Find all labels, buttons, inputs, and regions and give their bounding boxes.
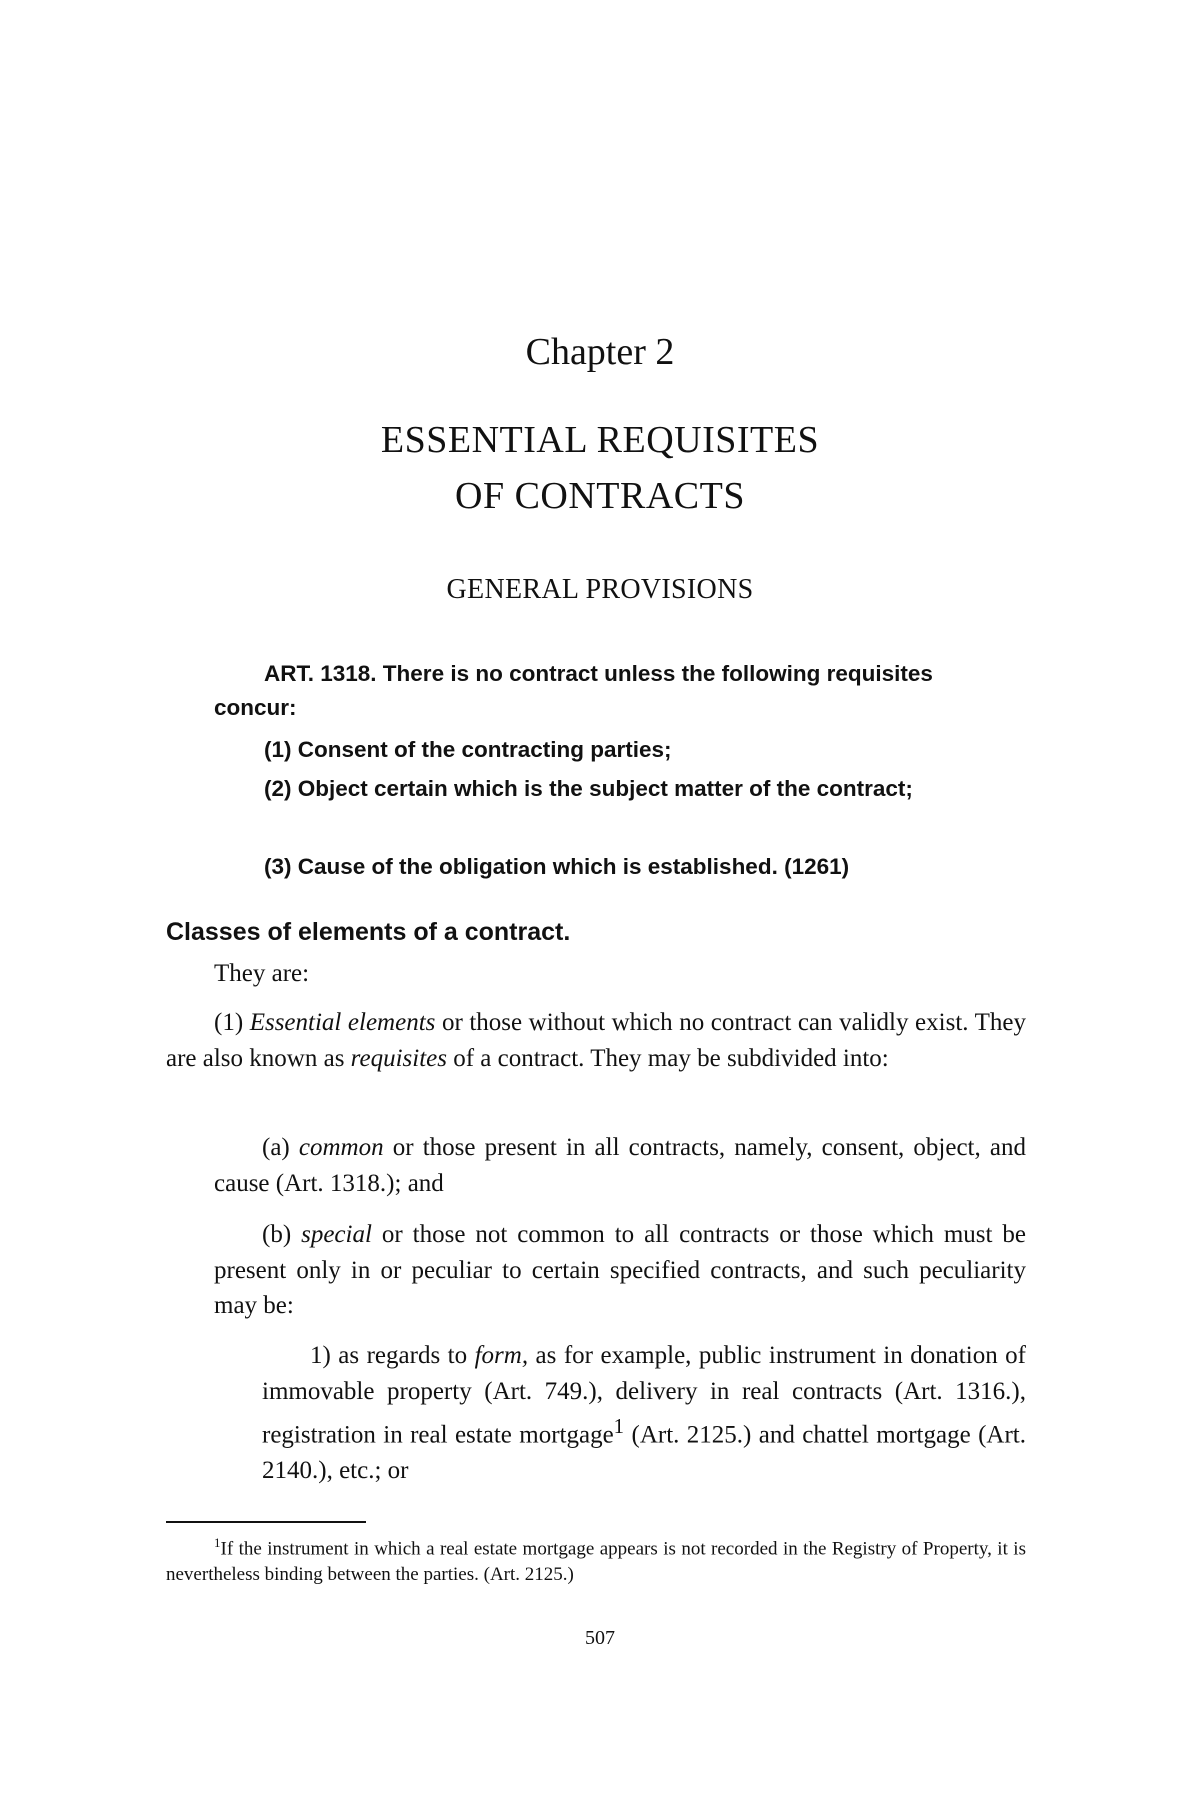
common-elements-paragraph [214,1130,1026,1201]
para-text: or those not common to all contracts or those which must be present only in or peculiar to certain specified contracts, and such peculiarity may be: [214,1221,1026,1319]
essential-elements-paragraph [166,1005,1026,1076]
they-are-text: They are: [214,960,310,987]
form-requirement-paragraph [262,1338,1026,1488]
term-form: form, [474,1342,529,1369]
requisite-item: (2) Object certain which is the subject matter of the contract; [264,776,913,801]
footnote-marker: 1 [214,1535,221,1550]
page-number: 507 [585,1627,615,1649]
classes-heading: Classes of elements of a contract. [166,918,571,946]
term-common: common [298,1134,384,1161]
para-text: as for example, public instrument in donation of immovable property (Art. 749.), delivery in real contracts (Art. 1316.), registration in real estate mortgage [262,1342,1026,1449]
footnote-divider [166,1521,366,1523]
special-elements-paragraph [214,1217,1026,1324]
section-subheading: GENERAL PROVISIONS [446,574,754,605]
requisite-item: (3) Cause of the obligation which is established. (1261) [264,854,850,879]
para-text: of a contract. They may be subdivided into: [446,1044,889,1072]
footnote [166,1530,1026,1588]
footnote-text: If the instrument in which a real estate mortgage appears is not recorded in the Registry of Property, it is nevertheless binding between the parties. (Art. 2125.) [166,1538,1026,1586]
requisite-item: (1) Consent of the contracting parties; [264,737,672,762]
chapter-label: Chapter 2 [525,331,675,373]
para-lead: 1) as regards to [310,1342,475,1369]
article-intro: ART. 1318. There is no contract unless the following requisites concur: [214,661,933,720]
para-text: or those present in all contracts, namely, consent, object, and cause (Art. 1318.); and [214,1134,1026,1197]
chapter-title-line-1: ESSENTIAL REQUISITES [380,419,820,461]
term-essential-elements: Essential elements [249,1009,436,1036]
para-lead: (b) [262,1221,302,1248]
chapter-title-line-2: OF CONTRACTS [455,475,745,517]
term-requisites: requisites [350,1044,447,1072]
para-text: (Art. 2125.) and chattel mortgage (Art. 2140.), etc.; or [262,1421,1026,1484]
term-special: special [301,1221,372,1248]
para-lead: (1) [214,1009,250,1036]
para-text: or those without which no contract can validly exist. They are also known as [166,1009,1026,1072]
para-lead: (a) [262,1134,299,1161]
footnote-reference[interactable]: 1 [613,1414,625,1438]
